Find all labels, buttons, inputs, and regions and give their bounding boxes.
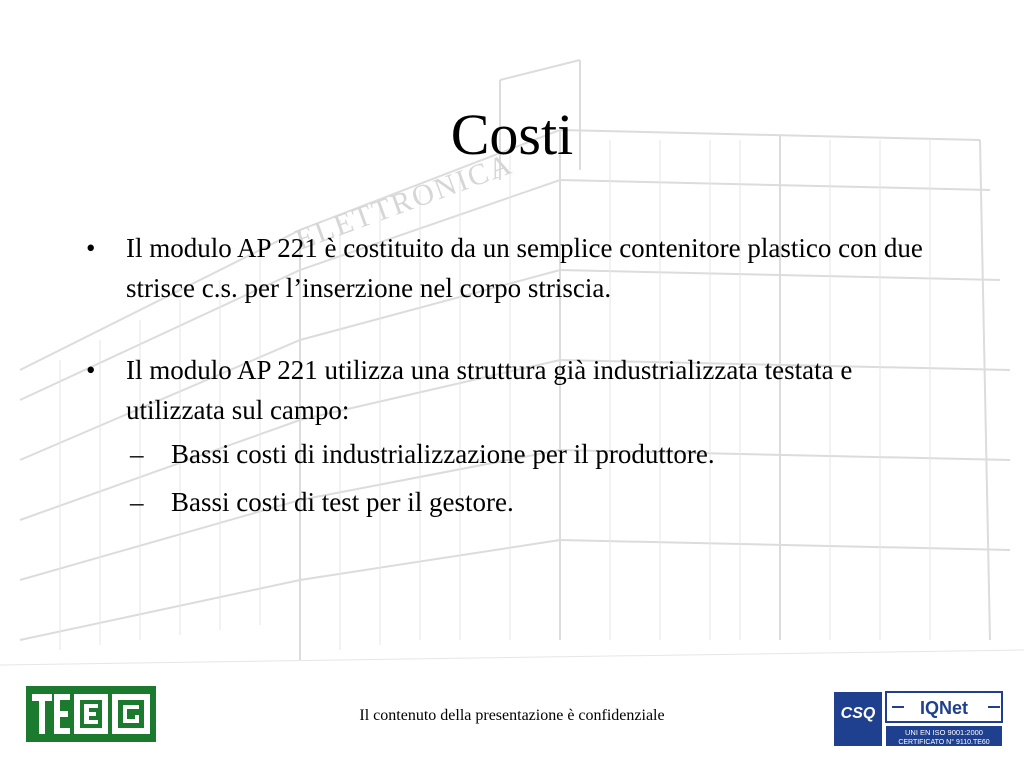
sub-bullet-text: Bassi costi di industrializzazione per il produttore. [171, 439, 715, 469]
svg-text:IQNet: IQNet [919, 698, 969, 718]
certification-logo [832, 690, 1004, 748]
svg-text:CSQ: CSQ [840, 705, 876, 722]
bullet-text: Il modulo AP 221 utilizza una struttura già industrializzata testata e utilizzata sul campo: [126, 355, 853, 425]
sub-bullet-text: Bassi costi di test per il gestore. [171, 487, 514, 517]
bullet-list [86, 228, 936, 526]
dash-marker: – [130, 487, 144, 517]
teleco-logo [26, 686, 156, 742]
bullet-item [86, 228, 936, 308]
svg-text:UNI EN ISO 9001:2000: UNI EN ISO 9001:2000 [905, 728, 983, 737]
bullet-marker: • [86, 233, 96, 263]
dash-marker: – [130, 439, 144, 469]
bullet-marker: • [86, 355, 96, 385]
slide-title: Costi [450, 102, 574, 167]
sub-bullet-item [86, 430, 936, 478]
footer-confidential-note: Il contenuto della presentazione è confidenziale [359, 707, 665, 724]
sub-bullet-item [86, 478, 936, 526]
bullet-item [86, 350, 936, 430]
svg-text:CERTIFICATO N° 9110.TE60: CERTIFICATO N° 9110.TE60 [898, 739, 990, 746]
bullet-text: Il modulo AP 221 è costituito da un semplice contenitore plastico con due strisce c.s. per l’inserzione nel corpo striscia. [126, 233, 923, 303]
building-sign-text: ELETTRONICA [291, 147, 518, 257]
